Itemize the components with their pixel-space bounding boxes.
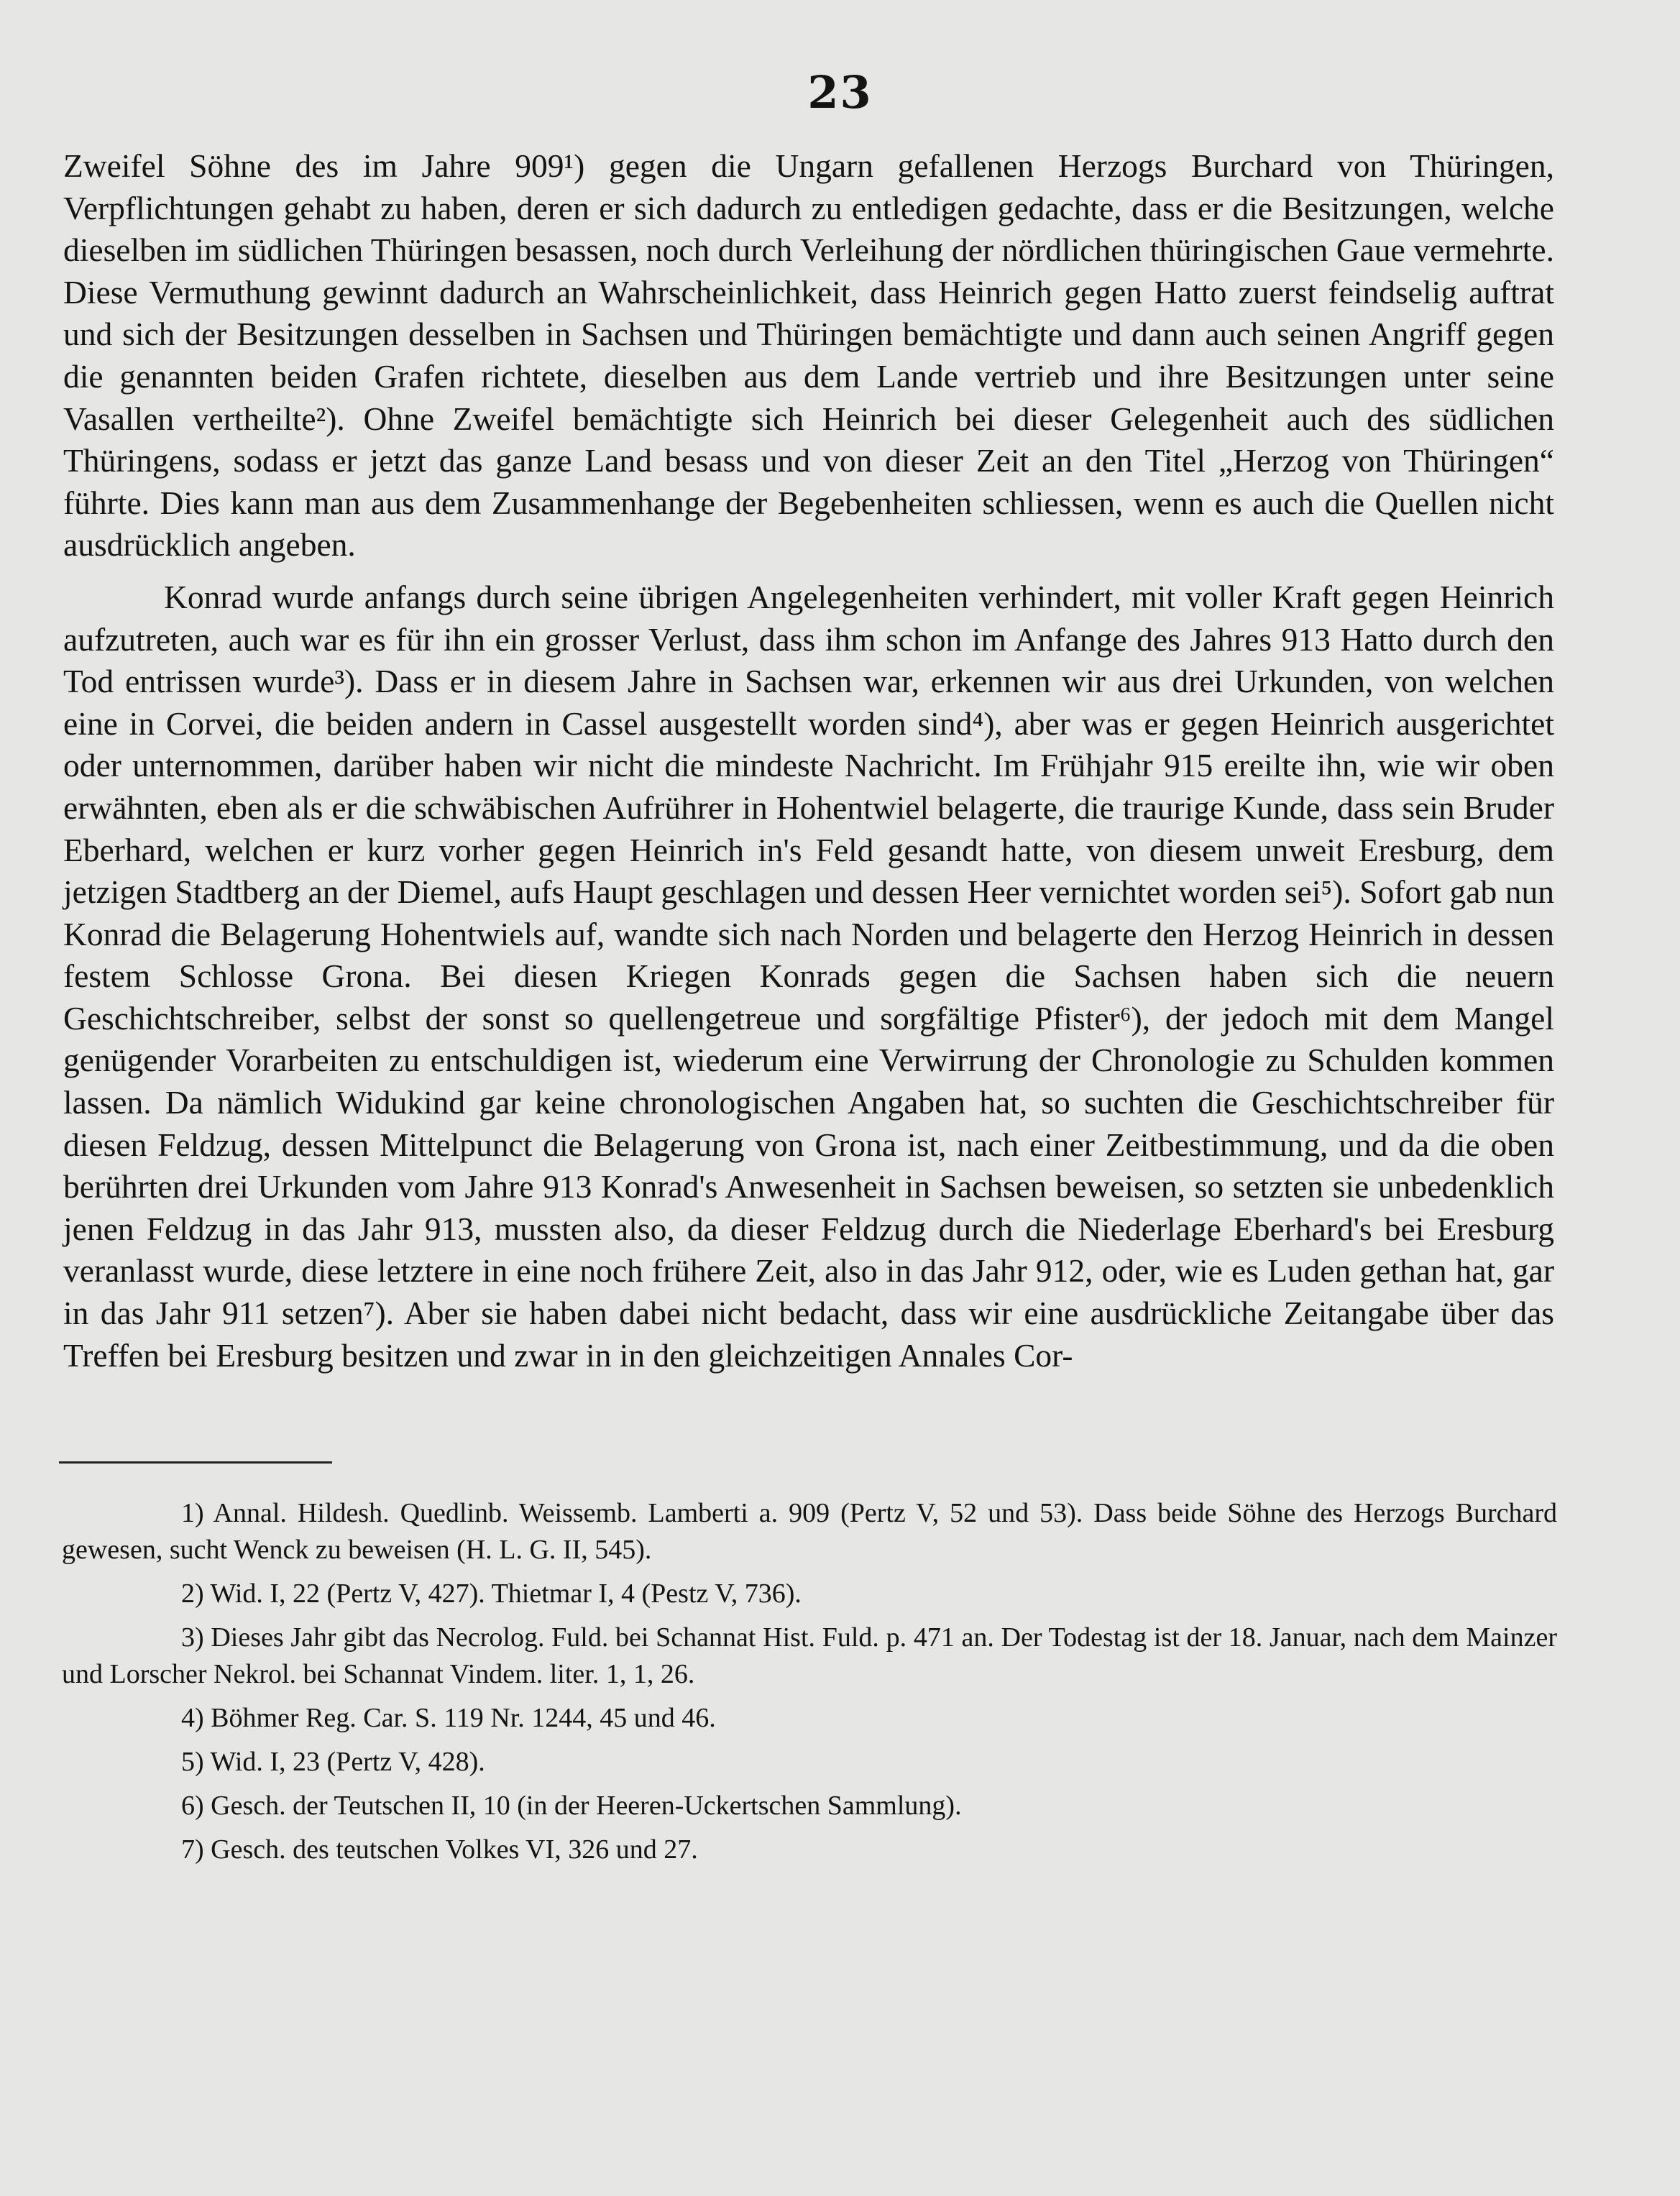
main-text [63, 145, 1554, 1377]
footnote: 2) Wid. I, 22 (Pertz V, 427). Thietmar I, 4 (Pestz V, 736). [181, 1579, 802, 1609]
footnote: 1) Annal. Hildesh. Quedlinb. Weissemb. Lamberti a. 909 (Pertz V, 52 und 53). Dass beide Söhne des Herzogs Burchard gewesen, sucht Wenck zu beweisen (H. L. G. II, 545). [62, 1498, 1557, 1565]
paragraph: Konrad wurde anfangs durch seine übrigen Angelegenheiten verhindert, mit voller Kraft gegen Heinrich aufzutreten, auch war es für ihn ein grosser Verlust, dass ihm schon im Anfange des Jahres 913 Hatto durch den Tod entrissen wurde³). Dass er in diesem Jahre in Sachsen war, erkennen wir aus drei Urkunden, von welchen eine in Corvei, die beiden andern in Cassel ausgestellt worden sind⁴), aber was er gegen Heinrich ausgerichtet oder unternommen, darüber haben wir nicht die mindeste Nachricht. Im Frühjahr 915 ereilte ihn, wie wir oben erwähnten, eben als er die schwäbischen Aufrührer in Hohentwiel belagerte, die traurige Kunde, dass sein Bruder Eberhard, welchen er kurz vorher gegen Heinrich in's Feld gesandt hatte, von diesem unweit Eresburg, dem jetzigen Stadtberg an der Diemel, aufs Haupt geschlagen und dessen Heer vernichtet worden sei⁵). Sofort gab nun Konrad die Belagerung Hohentwiels auf, wandte sich nach Norden und belagerte den Herzog Heinrich in dessen festem Schlosse Grona. Bei diesen Kriegen Konrads gegen die Sachsen haben sich die neuern Geschichtschreiber, selbst der sonst so quellengetreue und sorgfältige Pfister⁶), der jedoch mit dem Mangel genügender Vorarbeiten zu entschuldigen ist, wiederum eine Verwirrung der Chronologie zu Schulden kommen lassen. Da nämlich Widukind gar keine chronologischen Angaben hat, so suchten die Geschichtschreiber für diesen Feldzug, dessen Mittelpunct die Belagerung von Grona ist, nach einer Zeitbestimmung, und da die oben berührten drei Urkunden vom Jahre 913 Konrad's Anwesenheit in Sachsen beweisen, so setzten sie unbedenklich jenen Feldzug in das Jahr 913, mussten also, da dieser Feldzug durch die Niederlage Eberhard's bei Eresburg veranlasst wurde, diese letztere in eine noch frühere Zeit, also in das Jahr 912, oder, wie es Luden gethan hat, gar in das Jahr 911 setzen⁷). Aber sie haben dabei nicht bedacht, dass wir eine ausdrückliche Zeitangabe über das Treffen bei Eresburg besitzen und zwar in in den gleichzeitigen Annales Cor- [63, 578, 1554, 1374]
footnote: 3) Dieses Jahr gibt das Necrolog. Fuld. bei Schannat Hist. Fuld. p. 471 an. Der Todestag ist der 18. Januar, nach dem Mainzer und Lorscher Nekrol. bei Schannat Vindem. liter. 1, 1, 26. [62, 1622, 1557, 1689]
footnotes [62, 1495, 1557, 1875]
footnote-divider [59, 1461, 332, 1464]
paragraph: Zweifel Söhne des im Jahre 909¹) gegen die Ungarn gefallenen Herzogs Burchard von Thüringen, Verpflichtungen gehabt zu haben, deren er sich dadurch zu entledigen gedachte, dass er die Besitzungen, welche dieselben im südlichen Thüringen besassen, noch durch Verleihung der nördlichen thüringischen Gaue vermehrte. Diese Vermuthung gewinnt dadurch an Wahrscheinlichkeit, dass Heinrich gegen Hatto zuerst feindselig auftrat und sich der Besitzungen desselben in Sachsen und Thüringen bemächtigte und dann auch seinen Angriff gegen die genannten beiden Grafen richtete, dieselben aus dem Lande vertrieb und ihre Besitzungen unter seine Vasallen vertheilte²). Ohne Zweifel bemächtigte sich Heinrich bei dieser Gelegenheit auch des südlichen Thüringens, sodass er jetzt das ganze Land besass und von dieser Zeit an den Titel „Herzog von Thüringen“ führte. Dies kann man aus dem Zusammenhange der Begebenheiten schliessen, wenn es auch die Quellen nicht ausdrücklich angeben. [63, 147, 1554, 564]
footnote: 4) Böhmer Reg. Car. S. 119 Nr. 1244, 45 und 46. [181, 1703, 716, 1733]
footnote: 7) Gesch. des teutschen Volkes VI, 326 und 27. [181, 1834, 698, 1865]
footnote: 5) Wid. I, 23 (Pertz V, 428). [181, 1747, 485, 1777]
page-number: 23 [807, 66, 873, 119]
footnote: 6) Gesch. der Teutschen II, 10 (in der Heeren-Uckertschen Sammlung). [181, 1791, 962, 1821]
